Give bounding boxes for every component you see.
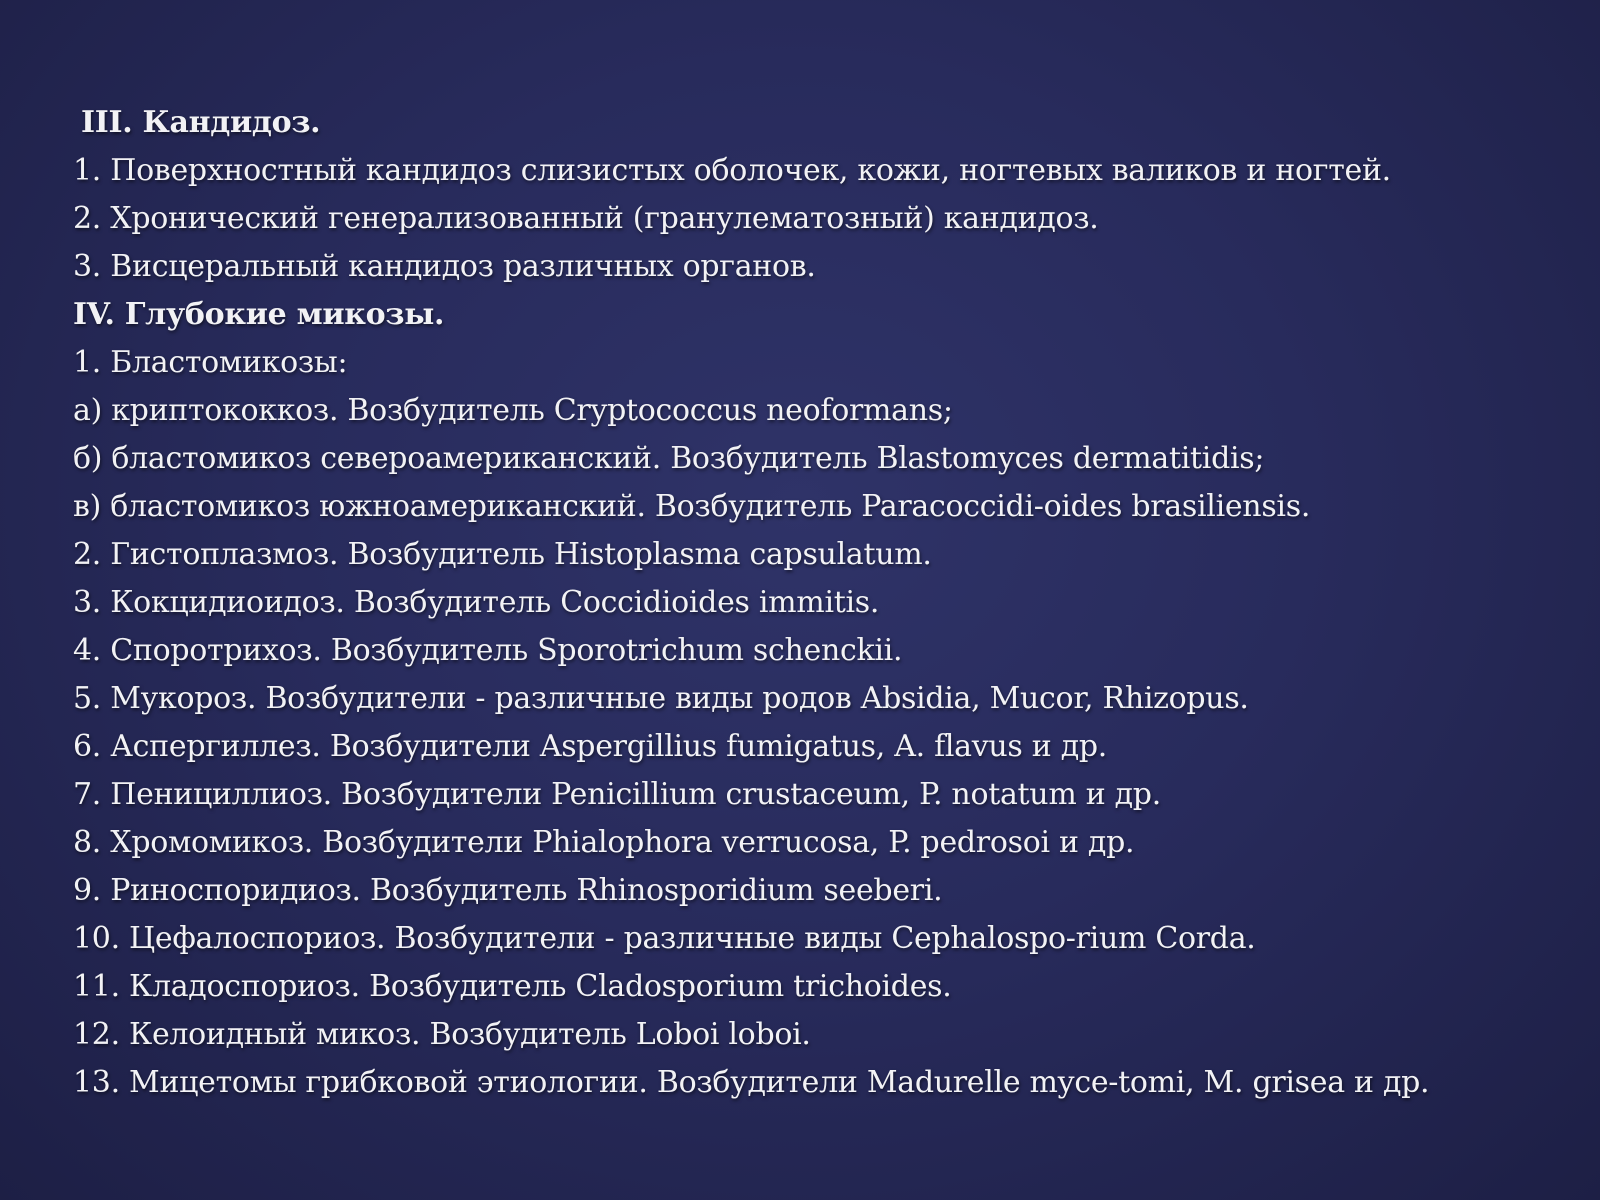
list-item: 3. Кокцидиоидоз. Возбудитель Coccidioides immitis. xyxy=(73,585,880,620)
list-item: а) криптококкоз. Возбудитель Cryptococcus neoformans; xyxy=(73,393,953,428)
list-item: 5. Мукороз. Возбудители - различные виды родов Absidia, Mucor, Rhizopus. xyxy=(73,681,1249,716)
list-item: 2. Хронический генерализованный (гранулематозный) кандидоз. xyxy=(73,201,1099,236)
list-item: 2. Гистоплазмоз. Возбудитель Histoplasma capsulatum. xyxy=(73,537,932,572)
list-item: 1. Поверхностный кандидоз слизистых оболочек, кожи, ногтевых валиков и ногтей. xyxy=(73,153,1391,188)
list-item: 9. Риноспоридиоз. Возбудитель Rhinosporidium seeberi. xyxy=(73,873,943,908)
list-item: 10. Цефалоспориоз. Возбудители - различные виды Cephalospo-rium Corda. xyxy=(73,921,1256,956)
list-item: 1. Бластомикозы: xyxy=(73,345,348,380)
slide-body-text xyxy=(73,99,1583,1107)
list-item: 6. Аспергиллез. Возбудители Aspergillius fumigatus, A. flavus и др. xyxy=(73,729,1108,764)
list-item: б) бластомикоз североамериканский. Возбудитель Blastomyces dermatitidis; xyxy=(73,441,1265,476)
list-item: 11. Кладоспориоз. Возбудитель Cladosporium trichoides. xyxy=(73,969,952,1004)
list-item: 8. Хромомикоз. Возбудители Phialophora verrucosa, P. pedrosoi и др. xyxy=(73,825,1135,860)
list-item: 7. Пенициллиоз. Возбудители Penicillium crustaceum, P. notatum и др. xyxy=(73,777,1161,812)
list-item: в) бластомикоз южноамериканский. Возбудитель Paracoccidi-oides brasiliensis. xyxy=(73,489,1311,524)
list-item: 12. Келоидный микоз. Возбудитель Loboi loboi. xyxy=(73,1017,811,1052)
list-item: 3. Висцеральный кандидоз различных органов. xyxy=(73,249,816,284)
section-heading-candidiasis: III. Кандидоз. xyxy=(81,105,321,140)
section-heading-deep-mycoses: IV. Глубокие микозы. xyxy=(73,297,445,332)
list-item: 4. Споротрихоз. Возбудитель Sporotrichum schenckii. xyxy=(73,633,903,668)
list-item: 13. Мицетомы грибковой этиологии. Возбудители Madurelle myce-tomi, M. grisea и др. xyxy=(73,1065,1430,1100)
